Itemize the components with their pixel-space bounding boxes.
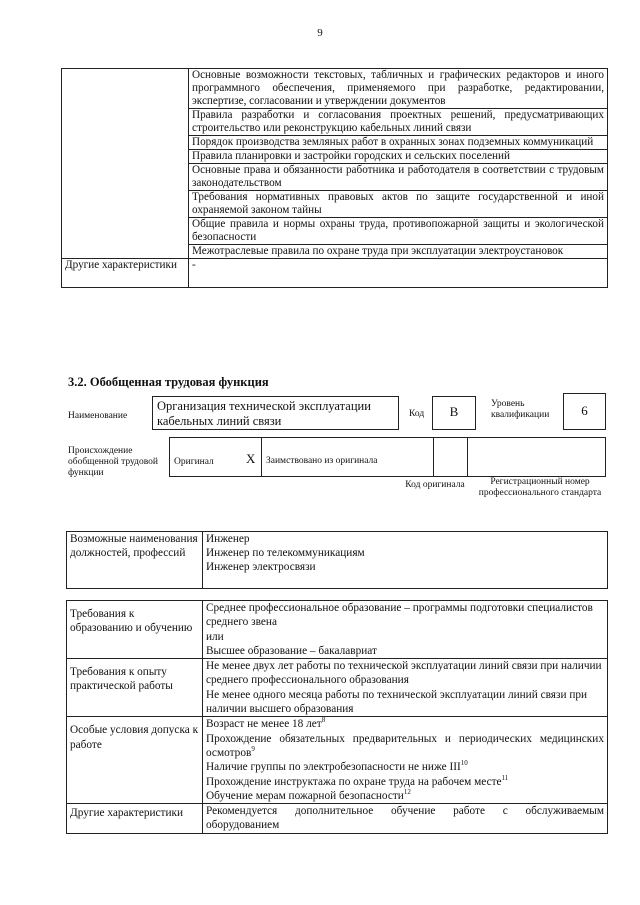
footnote-ref: 10 — [460, 759, 468, 768]
experience-line: Не менее двух лет работы по технической эксплуатации линий связи при наличии среднего профессионального образования — [206, 660, 602, 687]
registration-number-caption: Регистрационный номер профессионального стандарта — [478, 477, 602, 498]
function-name: Организация технической эксплуатации кабельных линий связи — [152, 396, 399, 430]
other-characteristics-label: Другие характеристики — [62, 259, 189, 288]
name-label: Наименование — [68, 411, 128, 421]
experience-line: Не менее одного месяца работы по технической эксплуатации линий связи при наличии высшего образования — [206, 688, 588, 716]
position-item: Инженер по телекоммуникациям — [206, 547, 365, 559]
knowledge-item: Правила разработки и согласования проектных решений, предусматривающих строительство или реконструкцию кабельных линий связи — [189, 109, 608, 136]
knowledge-item: Общие правила и нормы охраны труда, противопожарной защиты и экологической безопасности — [189, 218, 608, 245]
footnote-ref: 11 — [501, 773, 509, 782]
conditions-label: Особые условия допуска к работе — [67, 717, 203, 804]
education-value — [203, 601, 608, 659]
origin-label: Происхождение обобщенной трудовой функции — [68, 446, 158, 478]
original-mark: X — [246, 451, 256, 466]
knowledge-item: Требования нормативных правовых актов по защите государственной и иной охраняемой законом тайны — [189, 191, 608, 218]
section-title: 3.2. Обобщенная трудовая функция — [68, 375, 269, 389]
conditions-value — [203, 717, 608, 804]
knowledge-item: Основные права и обязанности работника и работодателя в соответствии с трудовым законодательством — [189, 164, 608, 191]
other2-value: Рекомендуется дополнительное обучение работе с обслуживаемым оборудованием — [203, 804, 608, 834]
positions-table — [66, 531, 608, 589]
footnote-ref: 12 — [403, 788, 411, 797]
original-cell — [170, 438, 262, 476]
knowledge-item: Межотраслевые правила по охране труда при эксплуатации электроустановок — [189, 245, 608, 259]
page-number: 9 — [317, 27, 323, 39]
function-code: B — [432, 396, 476, 430]
condition-item: Возраст не менее 18 лет$^8$ — [206, 716, 326, 731]
experience-label: Требования к опыту практической работы — [67, 659, 203, 717]
condition-item: Прохождение обязательных предварительных и периодических медицинских осмотров$^9$ — [206, 732, 604, 759]
experience-value — [203, 659, 608, 717]
footnote-ref: 8 — [321, 716, 326, 725]
borrowed-label: Заимствовано из оригинала — [266, 456, 378, 466]
education-line: или — [206, 630, 224, 643]
knowledge-label-cell — [62, 69, 189, 259]
level-label: Уровень квалификации — [491, 399, 550, 420]
positions-list — [203, 532, 608, 589]
positions-label: Возможные наименования должностей, профессий — [67, 532, 203, 589]
position-item: Инженер — [206, 533, 250, 545]
knowledge-item: Основные возможности текстовых, табличных и графических редакторов и иного программного обеспечения, применяемого при разработке, редактировании, экспертизе, согласовании и утверждении документов — [189, 69, 608, 109]
original-code-caption: Код оригинала — [405, 480, 465, 490]
footnote-ref: 9 — [251, 745, 255, 754]
education-label: Требования к образованию и обучению — [67, 601, 203, 659]
borrowed-cell — [262, 438, 434, 476]
registration-number-cell — [468, 438, 605, 476]
knowledge-item: Правила планировки и застройки городских и сельских поселений — [189, 150, 608, 164]
position-item: Инженер электросвязи — [206, 561, 316, 573]
original-code-cell — [434, 438, 468, 476]
knowledge-item: Порядок производства земляных работ в охранных зонах подземных коммуникаций — [189, 136, 608, 150]
education-line: Высшее образование – бакалавриат — [206, 644, 377, 657]
condition-item: Наличие группы по электробезопасности не ниже III$^{10}$ — [206, 759, 468, 774]
condition-item: Прохождение инструктажа по охране труда на рабочем месте$^{11}$ — [206, 773, 509, 788]
code-label: Код — [409, 409, 425, 419]
origin-row — [169, 437, 606, 477]
condition-item: Обучение мерам пожарной безопасности$^{12}$ — [206, 788, 411, 802]
original-label: Оригинал — [174, 457, 214, 467]
other-characteristics-value: - — [189, 259, 608, 288]
other2-label: Другие характеристики — [67, 804, 203, 834]
education-line: Среднее профессиональное образование – программы подготовки специалистов среднего звена — [206, 602, 593, 629]
knowledge-table — [61, 68, 608, 288]
qualification-level: 6 — [563, 393, 606, 430]
requirements-table — [66, 600, 608, 834]
